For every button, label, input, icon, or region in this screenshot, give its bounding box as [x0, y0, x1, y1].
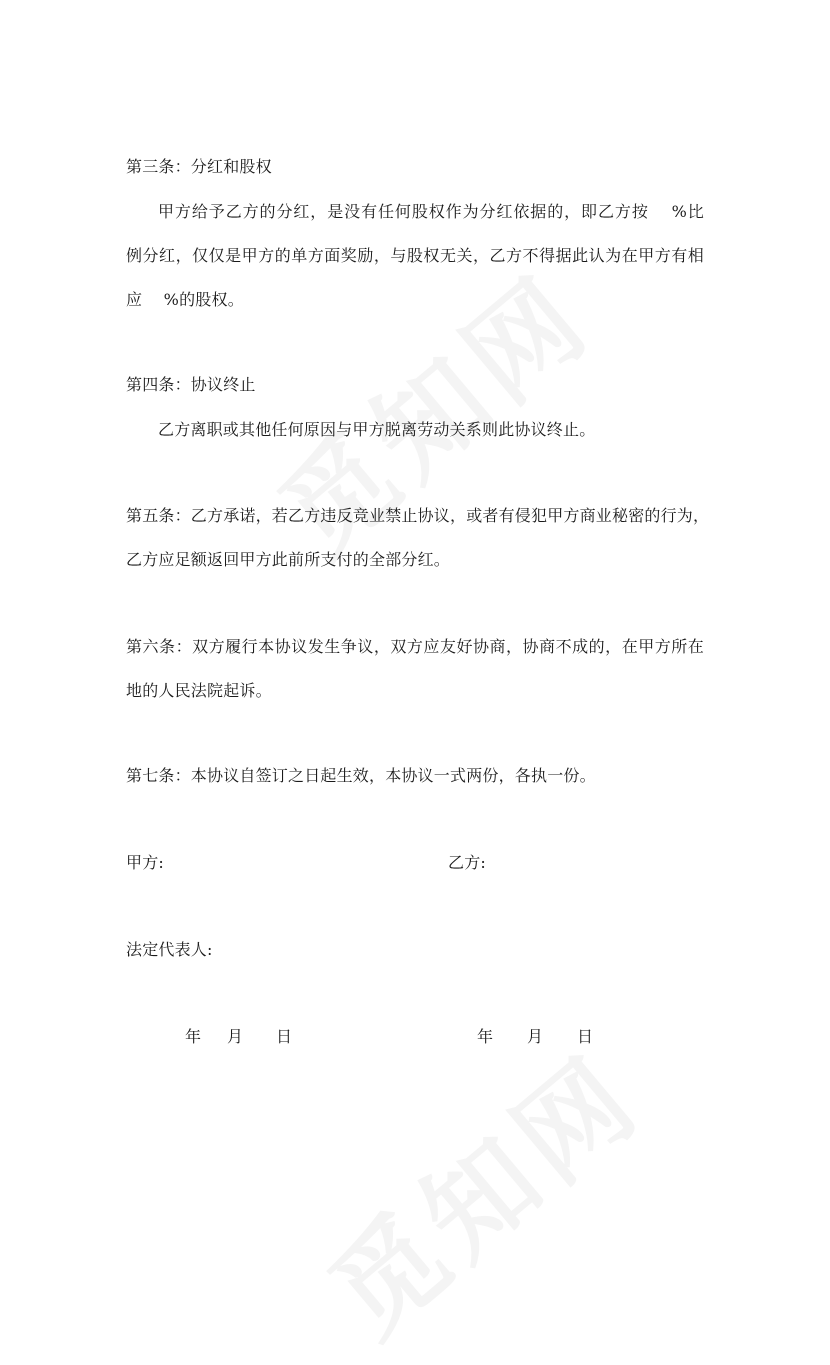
- date-right-day: 日: [577, 1027, 594, 1046]
- article6-line1: 第六条：双方履行本协议发生争议，双方应友好协商，协商不成的，在甲方所在: [126, 637, 704, 656]
- article3-line1: 甲方给予乙方的分红，是没有任何股权作为分红依据的，即乙方按 %比: [158, 202, 704, 221]
- watermark-bottom: [291, 1013, 668, 1365]
- article3-line3: 应 %的股权。: [126, 290, 244, 309]
- article5-line2: 乙方应足额返回甲方此前所支付的全部分红。: [126, 550, 451, 569]
- date-left-day: 日: [276, 1027, 293, 1046]
- article6-line2: 地的人民法院起诉。: [126, 681, 272, 700]
- article4-title: 第四条：协议终止: [126, 375, 256, 394]
- date-left-month: 月: [227, 1027, 244, 1046]
- article5-line1: 第五条：乙方承诺，若乙方违反竞业禁止协议，或者有侵犯甲方商业秘密的行为，: [126, 506, 710, 525]
- article3-title: 第三条：分红和股权: [126, 157, 272, 176]
- party-b-label: 乙方:: [448, 853, 486, 872]
- article4-line1: 乙方离职或其他任何原因与甲方脱离劳动关系则此协议终止。: [158, 420, 596, 439]
- party-a-label: 甲方:: [126, 853, 164, 872]
- date-right-month: 月: [527, 1027, 544, 1046]
- article7-line1: 第七条：本协议自签订之日起生效，本协议一式两份，各执一份。: [126, 766, 596, 785]
- article3-line2: 例分红，仅仅是甲方的单方面奖励，与股权无关，乙方不得据此认为在甲方有相: [126, 246, 704, 265]
- legal-representative-label: 法定代表人:: [126, 940, 213, 959]
- watermark-top: [241, 233, 618, 585]
- date-right-year: 年: [477, 1027, 494, 1046]
- date-left-year: 年: [185, 1027, 202, 1046]
